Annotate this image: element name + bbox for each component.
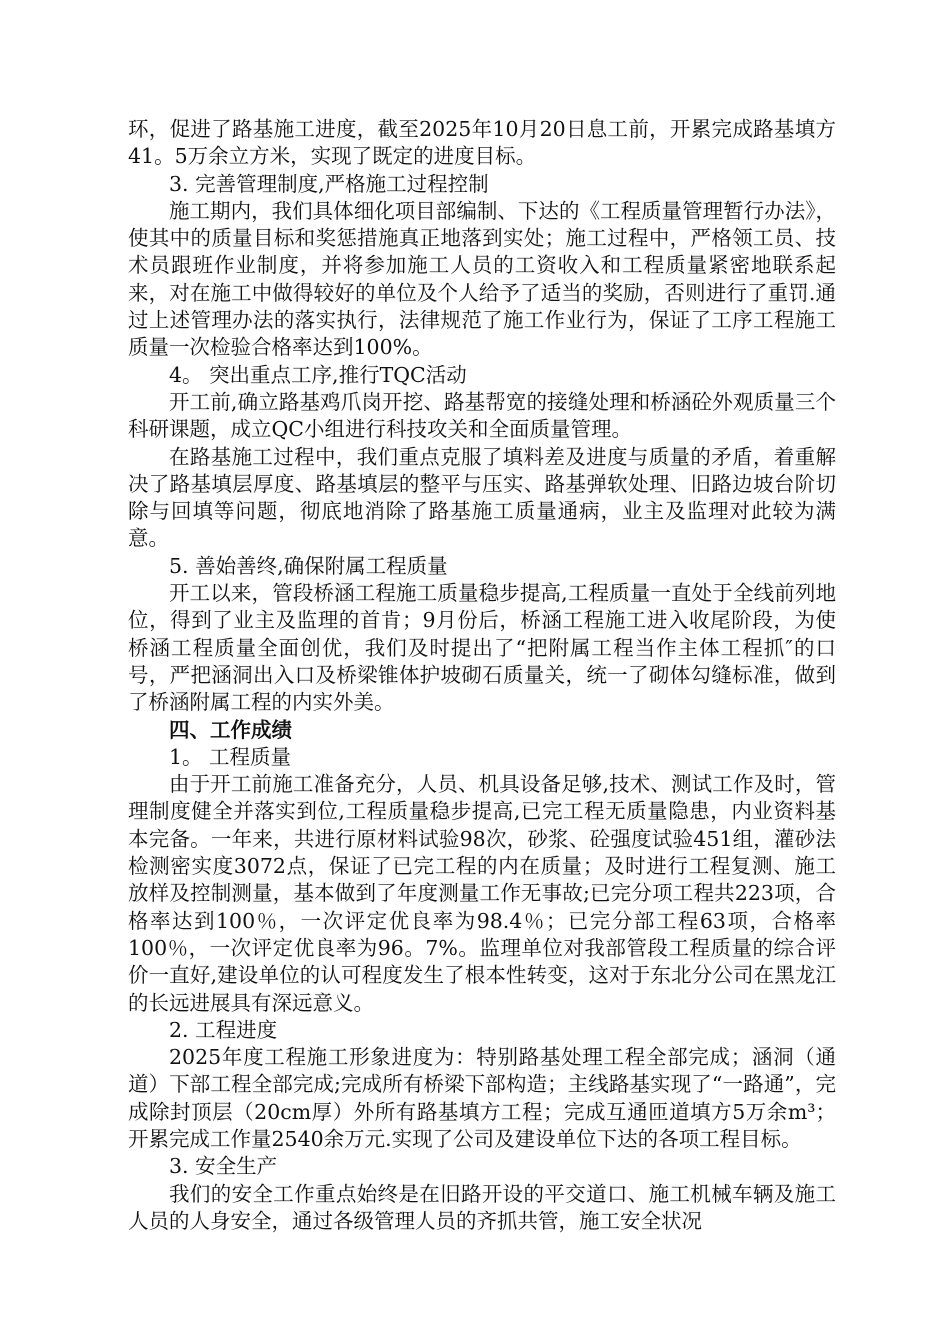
- document-page: [128, 116, 836, 1235]
- paragraph-progress-continued: 环，促进了路基施工进度，截至2025年10月20日息工前，开累完成路基填方41。5万余立方米，实现了既定的进度目标。: [128, 117, 836, 169]
- paragraph-engineering-quality: 由于开工前施工准备充分，人员、机具设备足够,技术、测试工作及时，管理制度健全并落实到位,工程质量稳步提高,已完工程无质量隐患，内业资料基本完备。一年来，共进行原材料试验98次，砂浆、砼强度试验451组，灌砂法检测密实度3072点，保证了已完工程的内在质量；及时进行工程复测、施工放样及控制测量，基本做到了年度测量工作无事故;已完分项工程共223项，合格率达到100％，一次评定优良率为98.4％；已完分部工程63项，合格率100％，一次评定优良率为96。7%。监理单位对我部管段工程质量的综合评价一直好,建设单位的认可程度发生了根本性转变，这对于东北分公司在黑龙江的长远进展具有深远意义。: [128, 772, 836, 1015]
- paragraph-auxiliary-works: 开工以来，管段桥涵工程施工质量稳步提高,工程质量一直处于全线前列地位，得到了业主及监理的首肯；9月份后，桥涵工程施工进入收尾阶段，为使桥涵工程质量全面创优，我们及时提出了“把附属工程当作主体工程抓″的口号，严把涵洞出入口及桥梁锥体护坡砌石质量关，统一了砌体勾缝标准，做到了桥涵附属工程的内实外美。: [128, 581, 836, 715]
- heading-engineering-progress: 2. 工程进度: [169, 1017, 278, 1042]
- heading-auxiliary-works: 5. 善始善终,确保附属工程质量: [169, 553, 448, 578]
- heading-management-system: 3. 完善管理制度,严格施工过程控制: [169, 171, 489, 196]
- paragraph-management-system: 施工期内，我们具体细化项目部编制、下达的《工程质量管理暂行办法》，使其中的质量目标和奖惩措施真正地落到实处；施工过程中，严格领工员、技术员跟班作业制度，并将参加施工人员的工资收入和工程质量紧密地联系起来，对在施工中做得较好的单位及个人给予了适当的奖励，否则进行了重罚.通过上述管理办法的落实执行，法律规范了施工作业行为，保证了工序工程施工质量一次检验合格率达到100%。: [128, 198, 836, 360]
- paragraph-engineering-progress: 2025年度工程施工形象进度为：特别路基处理工程全部完成；涵洞（通道）下部工程全部完成;完成所有桥梁下部构造；主线路基实现了“一路通”，完成除封顶层（20cm厚）外所有路基填方工程；完成互通匝道填方5万余m³；开累完成工作量2540余万元.实现了公司及建设单位下达的各项工程目标。: [128, 1045, 836, 1151]
- paragraph-safety-production: 我们的安全工作重点始终是在旧路开设的平交道口、施工机械车辆及施工人员的人身安全，通过各级管理人员的齐抓共管，施工安全状况: [128, 1181, 836, 1233]
- heading-tqc-activity: 4。 突出重点工序,推行TQC活动: [169, 362, 467, 387]
- heading-safety-production: 3. 安全生产: [169, 1154, 278, 1179]
- heading-engineering-quality: 1。 工程质量: [169, 744, 292, 769]
- paragraph-research-topics: 开工前,确立路基鸡爪岗开挖、路基帮宽的接缝处理和桥涵砼外观质量三个科研课题，成立QC小组进行科技攻关和全面质量管理。: [128, 389, 836, 442]
- paragraph-subgrade-construction: 在路基施工过程中，我们重点克服了填料差及进度与质量的矛盾，着重解决了路基填层厚度、路基填层的整平与压实、路基弹软处理、旧路边坡台阶切除与回填等问题，彻底地消除了路基施工质量通病，业主及监理对此较为满意。: [128, 444, 836, 551]
- section-heading-achievements: 四、工作成绩: [169, 717, 292, 742]
